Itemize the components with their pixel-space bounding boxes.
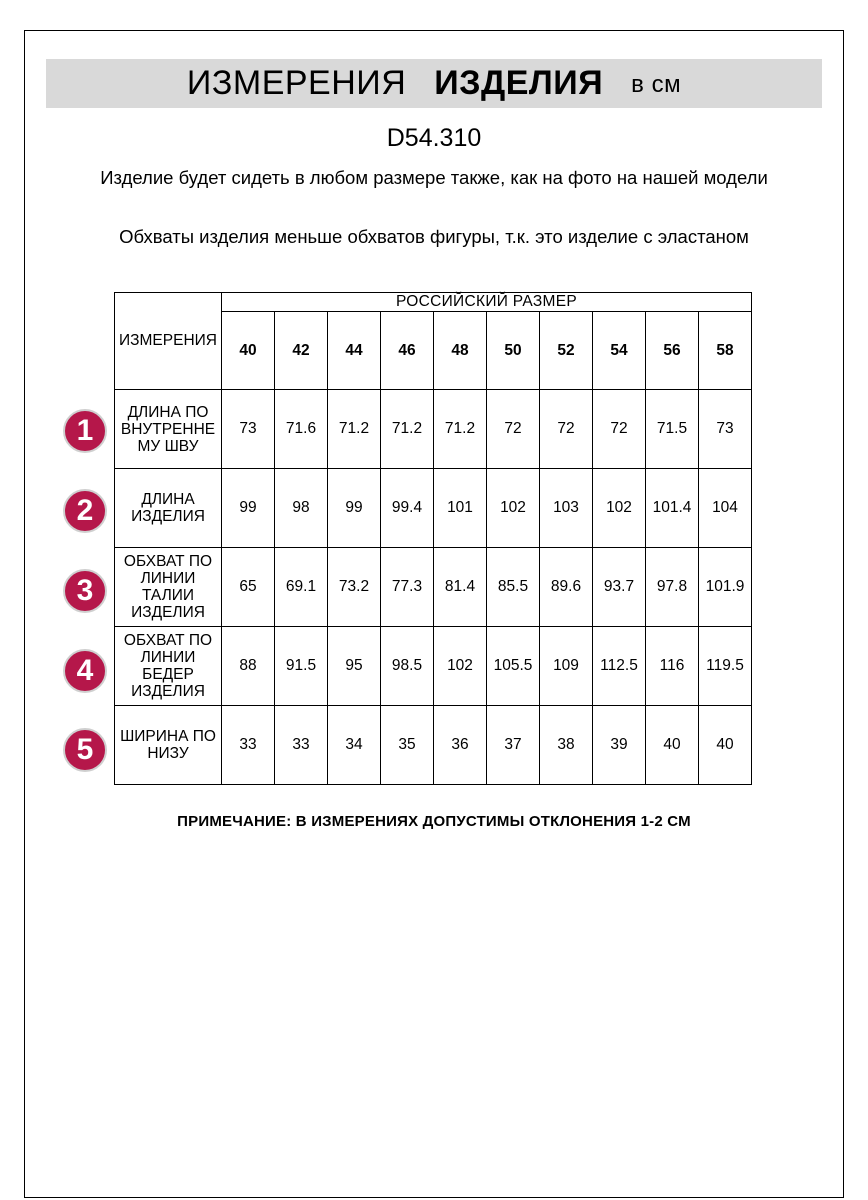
title-banner bbox=[46, 59, 822, 108]
size-header: 56 bbox=[646, 312, 699, 390]
table-cell: 69.1 bbox=[275, 548, 328, 627]
size-header: 40 bbox=[222, 312, 275, 390]
table-cell: 85.5 bbox=[487, 548, 540, 627]
banner-title-part2: ИЗДЕЛИЯ bbox=[434, 64, 604, 102]
table-cell: 109 bbox=[540, 627, 593, 706]
measurement-number-badge: 1 bbox=[63, 409, 107, 453]
row-label: ШИРИНА ПО НИЗУ bbox=[115, 706, 222, 785]
table-cell: 101 bbox=[434, 469, 487, 548]
table-cell: 33 bbox=[222, 706, 275, 785]
measurements-header: ИЗМЕРЕНИЯ bbox=[115, 293, 222, 390]
table-row bbox=[115, 548, 752, 627]
stretch-note: Обхваты изделия меньше обхватов фигуры, т.к. это изделие с эластаном bbox=[119, 226, 749, 247]
table-cell: 73 bbox=[222, 390, 275, 469]
table-cell: 99.4 bbox=[381, 469, 434, 548]
tolerance-footnote: ПРИМЕЧАНИЕ: В ИЗМЕРЕНИЯХ ДОПУСТИМЫ ОТКЛОНЕНИЯ 1-2 СМ bbox=[177, 813, 691, 830]
row-label: ДЛИНА ПО ВНУТРЕННЕ МУ ШВУ bbox=[115, 390, 222, 469]
size-header: 44 bbox=[328, 312, 381, 390]
table-cell: 40 bbox=[646, 706, 699, 785]
table-cell: 40 bbox=[699, 706, 752, 785]
table-cell: 99 bbox=[222, 469, 275, 548]
table-cell: 88 bbox=[222, 627, 275, 706]
table-cell: 73.2 bbox=[328, 548, 381, 627]
table-cell: 77.3 bbox=[381, 548, 434, 627]
table-cell: 103 bbox=[540, 469, 593, 548]
table-cell: 34 bbox=[328, 706, 381, 785]
table-row bbox=[115, 706, 752, 785]
table-cell: 101.4 bbox=[646, 469, 699, 548]
table-cell: 116 bbox=[646, 627, 699, 706]
measurement-number-badge: 2 bbox=[63, 489, 107, 533]
table-cell: 97.8 bbox=[646, 548, 699, 627]
table-cell: 72 bbox=[593, 390, 646, 469]
size-header: 48 bbox=[434, 312, 487, 390]
table-cell: 95 bbox=[328, 627, 381, 706]
table-cell: 89.6 bbox=[540, 548, 593, 627]
table-row bbox=[115, 627, 752, 706]
table-cell: 71.6 bbox=[275, 390, 328, 469]
size-header: 52 bbox=[540, 312, 593, 390]
table-cell: 33 bbox=[275, 706, 328, 785]
size-table bbox=[114, 292, 752, 785]
size-header: 58 bbox=[699, 312, 752, 390]
table-cell: 99 bbox=[328, 469, 381, 548]
table-cell: 81.4 bbox=[434, 548, 487, 627]
table-row bbox=[115, 390, 752, 469]
table-cell: 112.5 bbox=[593, 627, 646, 706]
table-cell: 102 bbox=[434, 627, 487, 706]
row-label: ОБХВАТ ПО ЛИНИИ БЕДЕР ИЗДЕЛИЯ bbox=[115, 627, 222, 706]
table-cell: 102 bbox=[487, 469, 540, 548]
banner-title-part1: ИЗМЕРЕНИЯ bbox=[186, 64, 407, 102]
table-cell: 36 bbox=[434, 706, 487, 785]
row-label: ОБХВАТ ПО ЛИНИИ ТАЛИИ ИЗДЕЛИЯ bbox=[115, 548, 222, 627]
table-cell: 37 bbox=[487, 706, 540, 785]
table-row bbox=[115, 469, 752, 548]
table-cell: 98 bbox=[275, 469, 328, 548]
table-cell: 102 bbox=[593, 469, 646, 548]
banner-unit: в см bbox=[631, 70, 682, 98]
size-header: 54 bbox=[593, 312, 646, 390]
russian-size-header: РОССИЙСКИЙ РАЗМЕР bbox=[222, 293, 752, 312]
size-header: 50 bbox=[487, 312, 540, 390]
table-cell: 39 bbox=[593, 706, 646, 785]
row-label: ДЛИНА ИЗДЕЛИЯ bbox=[115, 469, 222, 548]
table-cell: 65 bbox=[222, 548, 275, 627]
table-cell: 72 bbox=[540, 390, 593, 469]
table-cell: 93.7 bbox=[593, 548, 646, 627]
fit-note: Изделие будет сидеть в любом размере также, как на фото на нашей модели bbox=[100, 167, 768, 188]
table-cell: 71.2 bbox=[328, 390, 381, 469]
table-cell: 71.5 bbox=[646, 390, 699, 469]
article-code: D54.310 bbox=[386, 124, 482, 152]
table-cell: 73 bbox=[699, 390, 752, 469]
table-cell: 38 bbox=[540, 706, 593, 785]
size-header: 42 bbox=[275, 312, 328, 390]
table-cell: 105.5 bbox=[487, 627, 540, 706]
table-cell: 35 bbox=[381, 706, 434, 785]
table-cell: 71.2 bbox=[434, 390, 487, 469]
measurement-number-badge: 4 bbox=[63, 649, 107, 693]
table-cell: 72 bbox=[487, 390, 540, 469]
table-cell: 101.9 bbox=[699, 548, 752, 627]
table-cell: 91.5 bbox=[275, 627, 328, 706]
size-header: 46 bbox=[381, 312, 434, 390]
table-cell: 71.2 bbox=[381, 390, 434, 469]
table-cell: 119.5 bbox=[699, 627, 752, 706]
measurement-number-badge: 5 bbox=[63, 728, 107, 772]
table-cell: 104 bbox=[699, 469, 752, 548]
measurement-number-badge: 3 bbox=[63, 569, 107, 613]
table-cell: 98.5 bbox=[381, 627, 434, 706]
